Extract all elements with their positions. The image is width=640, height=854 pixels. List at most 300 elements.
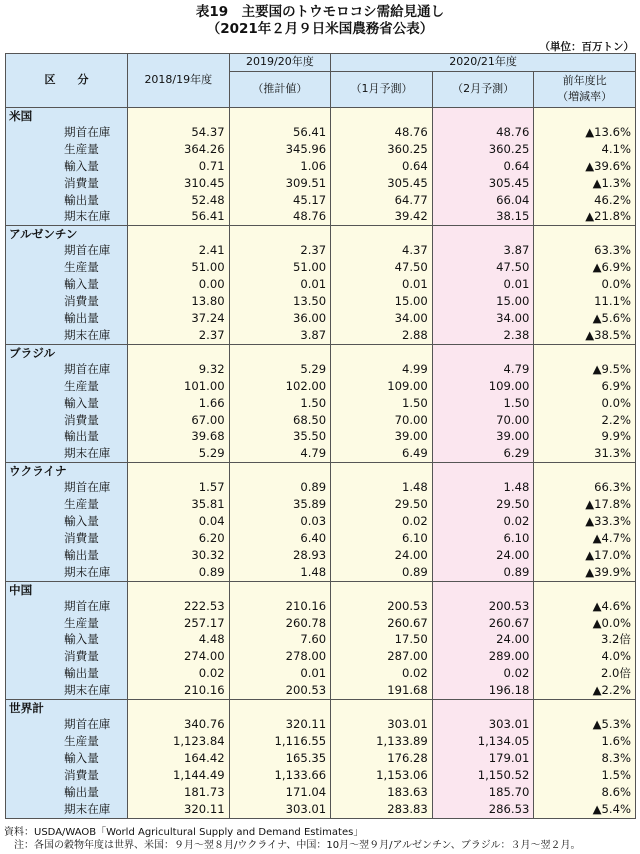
empty-cell [128,226,230,243]
value-jan: 1,153.06 [331,767,433,784]
value-change: ▲2.2% [534,682,636,699]
table-row [6,192,636,209]
value-change: 66.3% [534,479,636,496]
item-label: 生産量 [6,378,128,395]
value-jan: 260.67 [331,615,433,632]
value-jan: 4.37 [331,242,433,259]
empty-cell [534,700,636,717]
country-name: ウクライナ [6,463,128,480]
table-row [6,479,636,496]
value-change: ▲6.9% [534,259,636,276]
value-2018: 0.89 [128,564,230,581]
table-row [6,598,636,615]
value-feb: 6.29 [432,445,534,462]
item-label: 輸入量 [6,395,128,412]
item-label: 期首在庫 [6,124,128,141]
item-label: 輸入量 [6,750,128,767]
item-label: 輸出量 [6,547,128,564]
item-label: 生産量 [6,733,128,750]
unit-label: （単位：百万トン） [539,41,634,53]
item-label: 消費量 [6,648,128,665]
item-label: 生産量 [6,615,128,632]
value-2018: 310.45 [128,175,230,192]
value-2019: 36.00 [229,310,331,327]
value-2019: 3.87 [229,327,331,344]
item-label: 期首在庫 [6,598,128,615]
table-row [6,733,636,750]
empty-cell [331,344,433,361]
value-feb: 196.18 [432,682,534,699]
value-change: ▲39.9% [534,564,636,581]
value-2018: 6.20 [128,530,230,547]
table-row [6,141,636,158]
value-jan: 183.63 [331,784,433,801]
value-jan: 0.64 [331,158,433,175]
table-subtitle: （2021年２月９日米国農務省公表） [206,21,434,37]
value-change: 63.3% [534,242,636,259]
value-2018: 37.24 [128,310,230,327]
value-2018: 320.11 [128,801,230,818]
value-jan: 176.28 [331,750,433,767]
country-name: 米国 [6,107,128,124]
value-feb: 260.67 [432,615,534,632]
value-2018: 56.41 [128,208,230,225]
empty-cell [229,226,331,243]
value-change: 2.2% [534,412,636,429]
item-label: 期首在庫 [6,479,128,496]
value-2019: 0.03 [229,513,331,530]
empty-cell [331,463,433,480]
item-label: 輸入量 [6,513,128,530]
value-2018: 67.00 [128,412,230,429]
value-change: ▲5.6% [534,310,636,327]
value-feb: 0.02 [432,665,534,682]
table-row [6,276,636,293]
value-2019: 5.29 [229,361,331,378]
value-change: 4.1% [534,141,636,158]
table-row [6,631,636,648]
header-2018: 2018/19年度 [128,54,230,108]
value-change: 3.2倍 [534,631,636,648]
value-feb: 1,150.52 [432,767,534,784]
value-change: 8.3% [534,750,636,767]
value-2019: 0.01 [229,276,331,293]
value-2018: 101.00 [128,378,230,395]
item-label: 生産量 [6,496,128,513]
value-jan: 1.48 [331,479,433,496]
value-jan: 200.53 [331,598,433,615]
empty-cell [229,344,331,361]
value-2019: 6.40 [229,530,331,547]
value-jan: 24.00 [331,547,433,564]
value-jan: 360.25 [331,141,433,158]
value-2019: 1.48 [229,564,331,581]
value-change: ▲1.3% [534,175,636,192]
value-feb: 289.00 [432,648,534,665]
value-jan: 303.01 [331,716,433,733]
item-label: 生産量 [6,141,128,158]
value-2019: 7.60 [229,631,331,648]
value-feb: 303.01 [432,716,534,733]
value-feb: 66.04 [432,192,534,209]
value-change: 8.6% [534,784,636,801]
value-feb: 15.00 [432,293,534,310]
empty-cell [534,463,636,480]
value-jan: 15.00 [331,293,433,310]
value-2019: 260.78 [229,615,331,632]
value-2018: 210.16 [128,682,230,699]
item-label: 期首在庫 [6,716,128,733]
value-2019: 28.93 [229,547,331,564]
value-feb: 1.48 [432,479,534,496]
value-feb: 0.02 [432,513,534,530]
value-2018: 0.00 [128,276,230,293]
table-row [6,242,636,259]
value-jan: 34.00 [331,310,433,327]
value-2018: 1,144.49 [128,767,230,784]
empty-cell [432,226,534,243]
value-feb: 0.64 [432,158,534,175]
item-label: 生産量 [6,259,128,276]
item-label: 輸出量 [6,192,128,209]
value-change: 2.0倍 [534,665,636,682]
value-feb: 3.87 [432,242,534,259]
table-row [6,395,636,412]
table-row [6,175,636,192]
table-row [6,665,636,682]
value-2019: 45.17 [229,192,331,209]
value-2018: 222.53 [128,598,230,615]
value-change: 1.6% [534,733,636,750]
value-jan: 2.88 [331,327,433,344]
value-jan: 1,133.89 [331,733,433,750]
table-row [6,767,636,784]
country-row [6,226,636,243]
item-label: 期末在庫 [6,445,128,462]
fiscal-year-note: 注：各国の穀物年度は世界、米国：９月～翌８月/ウクライナ、中国：10月～翌９月/アルゼンチン、ブラジル：３月～翌２月。 [4,840,581,851]
value-change: 46.2% [534,192,636,209]
value-change: 0.0% [534,276,636,293]
value-feb: 48.76 [432,124,534,141]
value-2019: 102.00 [229,378,331,395]
value-jan: 39.00 [331,428,433,445]
value-change: ▲38.5% [534,327,636,344]
value-2018: 181.73 [128,784,230,801]
item-label: 消費量 [6,175,128,192]
value-change: 1.5% [534,767,636,784]
item-label: 輸出量 [6,784,128,801]
value-2019: 68.50 [229,412,331,429]
value-change: ▲4.6% [534,598,636,615]
empty-cell [432,107,534,124]
item-label: 消費量 [6,293,128,310]
empty-cell [128,581,230,598]
value-2018: 30.32 [128,547,230,564]
table-row [6,412,636,429]
table-row [6,716,636,733]
value-jan: 1.50 [331,395,433,412]
value-change: 0.0% [534,395,636,412]
empty-cell [331,226,433,243]
value-jan: 0.02 [331,665,433,682]
value-2019: 51.00 [229,259,331,276]
empty-cell [331,700,433,717]
value-2019: 1,116.55 [229,733,331,750]
empty-cell [432,700,534,717]
value-2019: 345.96 [229,141,331,158]
value-feb: 286.53 [432,801,534,818]
value-jan: 6.49 [331,445,433,462]
value-change: ▲21.8% [534,208,636,225]
value-jan: 47.50 [331,259,433,276]
value-2018: 39.68 [128,428,230,445]
value-feb: 24.00 [432,547,534,564]
value-jan: 29.50 [331,496,433,513]
value-jan: 109.00 [331,378,433,395]
table-row [6,327,636,344]
country-name: 中国 [6,581,128,598]
value-2019: 2.37 [229,242,331,259]
table-row [6,158,636,175]
header-2019-sub: （推計値） [229,71,331,107]
table-row [6,310,636,327]
value-change: ▲17.8% [534,496,636,513]
value-jan: 0.02 [331,513,433,530]
item-label: 期末在庫 [6,564,128,581]
value-2018: 1.66 [128,395,230,412]
value-2019: 48.76 [229,208,331,225]
value-change: ▲13.6% [534,124,636,141]
table-row [6,361,636,378]
item-label: 消費量 [6,530,128,547]
value-jan: 287.00 [331,648,433,665]
item-label: 消費量 [6,412,128,429]
item-label: 輸出量 [6,665,128,682]
value-2019: 171.04 [229,784,331,801]
empty-cell [534,581,636,598]
value-feb: 360.25 [432,141,534,158]
value-2019: 4.79 [229,445,331,462]
value-2019: 0.89 [229,479,331,496]
value-jan: 4.99 [331,361,433,378]
header-2019: 2019/20年度 [229,54,331,72]
value-feb: 6.10 [432,530,534,547]
empty-cell [432,463,534,480]
value-feb: 2.38 [432,327,534,344]
item-label: 期末在庫 [6,327,128,344]
header-2020: 2020/21年度 [331,54,636,72]
value-2019: 303.01 [229,801,331,818]
value-2018: 54.37 [128,124,230,141]
item-label: 期末在庫 [6,208,128,225]
country-row [6,463,636,480]
value-2019: 35.50 [229,428,331,445]
value-feb: 38.15 [432,208,534,225]
value-feb: 179.01 [432,750,534,767]
value-jan: 0.01 [331,276,433,293]
table-row [6,513,636,530]
value-2018: 340.76 [128,716,230,733]
value-feb: 109.00 [432,378,534,395]
item-label: 輸出量 [6,428,128,445]
item-label: 輸入量 [6,158,128,175]
value-2018: 52.48 [128,192,230,209]
value-2018: 274.00 [128,648,230,665]
table-row [6,750,636,767]
value-2018: 2.37 [128,327,230,344]
value-feb: 4.79 [432,361,534,378]
table-row [6,530,636,547]
table-row [6,259,636,276]
empty-cell [331,581,433,598]
country-name: アルゼンチン [6,226,128,243]
value-change: ▲39.6% [534,158,636,175]
value-feb: 185.70 [432,784,534,801]
value-jan: 39.42 [331,208,433,225]
value-jan: 6.10 [331,530,433,547]
header-change [534,71,636,107]
value-2018: 9.32 [128,361,230,378]
value-feb: 29.50 [432,496,534,513]
value-2019: 56.41 [229,124,331,141]
table-row [6,682,636,699]
table-row [6,208,636,225]
value-feb: 34.00 [432,310,534,327]
table-title: 表19 主要国のトウモロコシ需給見通し [195,4,445,20]
header-change-sub: （増減率） [557,90,613,104]
value-feb: 200.53 [432,598,534,615]
empty-cell [432,344,534,361]
value-feb: 0.01 [432,276,534,293]
value-2018: 0.02 [128,665,230,682]
value-feb: 1.50 [432,395,534,412]
table-row [6,124,636,141]
value-change: ▲5.4% [534,801,636,818]
item-label: 期末在庫 [6,801,128,818]
value-change: 6.9% [534,378,636,395]
table-body [6,107,636,818]
empty-cell [128,463,230,480]
table-row [6,445,636,462]
empty-cell [229,107,331,124]
value-2018: 0.71 [128,158,230,175]
header-feb: （2月予測） [432,71,534,107]
value-2019: 1.50 [229,395,331,412]
value-2018: 5.29 [128,445,230,462]
value-feb: 0.89 [432,564,534,581]
value-2018: 1,123.84 [128,733,230,750]
value-2018: 364.26 [128,141,230,158]
table-row [6,801,636,818]
table-row [6,648,636,665]
value-2019: 1.06 [229,158,331,175]
item-label: 輸出量 [6,310,128,327]
header-category: 区 分 [6,54,128,108]
value-change: 4.0% [534,648,636,665]
value-change: ▲9.5% [534,361,636,378]
value-2019: 0.01 [229,665,331,682]
empty-cell [331,107,433,124]
empty-cell [128,700,230,717]
table-row [6,428,636,445]
empty-cell [128,107,230,124]
value-2019: 309.51 [229,175,331,192]
empty-cell [229,463,331,480]
country-row [6,700,636,717]
value-2019: 320.11 [229,716,331,733]
empty-cell [534,107,636,124]
value-change: ▲4.7% [534,530,636,547]
value-2018: 51.00 [128,259,230,276]
item-label: 消費量 [6,767,128,784]
table-row [6,496,636,513]
item-label: 期首在庫 [6,361,128,378]
value-change: 31.3% [534,445,636,462]
value-jan: 48.76 [331,124,433,141]
value-feb: 47.50 [432,259,534,276]
value-2019: 210.16 [229,598,331,615]
header-jan: （1月予測） [331,71,433,107]
value-change: ▲33.3% [534,513,636,530]
empty-cell [229,700,331,717]
table-row [6,547,636,564]
value-2019: 200.53 [229,682,331,699]
table-row [6,615,636,632]
table-row [6,378,636,395]
country-row [6,107,636,124]
value-change: 11.1% [534,293,636,310]
empty-cell [229,581,331,598]
value-change: ▲17.0% [534,547,636,564]
country-name: ブラジル [6,344,128,361]
value-jan: 283.83 [331,801,433,818]
table-row [6,564,636,581]
table-row [6,293,636,310]
value-jan: 305.45 [331,175,433,192]
value-2018: 35.81 [128,496,230,513]
item-label: 期末在庫 [6,682,128,699]
value-jan: 0.89 [331,564,433,581]
value-feb: 305.45 [432,175,534,192]
empty-cell [128,344,230,361]
value-jan: 64.77 [331,192,433,209]
item-label: 期首在庫 [6,242,128,259]
value-jan: 17.50 [331,631,433,648]
value-2019: 165.35 [229,750,331,767]
value-change: ▲5.3% [534,716,636,733]
item-label: 輸入量 [6,276,128,293]
value-2018: 257.17 [128,615,230,632]
empty-cell [534,226,636,243]
item-label: 輸入量 [6,631,128,648]
value-feb: 24.00 [432,631,534,648]
value-change: ▲0.0% [534,615,636,632]
value-feb: 70.00 [432,412,534,429]
value-2019: 1,133.66 [229,767,331,784]
value-feb: 39.00 [432,428,534,445]
value-2019: 13.50 [229,293,331,310]
value-2019: 35.89 [229,496,331,513]
country-row [6,344,636,361]
value-2018: 164.42 [128,750,230,767]
value-feb: 1,134.05 [432,733,534,750]
country-row [6,581,636,598]
value-2018: 13.80 [128,293,230,310]
empty-cell [534,344,636,361]
value-2019: 278.00 [229,648,331,665]
country-name: 世界計 [6,700,128,717]
supply-demand-table [5,53,636,819]
